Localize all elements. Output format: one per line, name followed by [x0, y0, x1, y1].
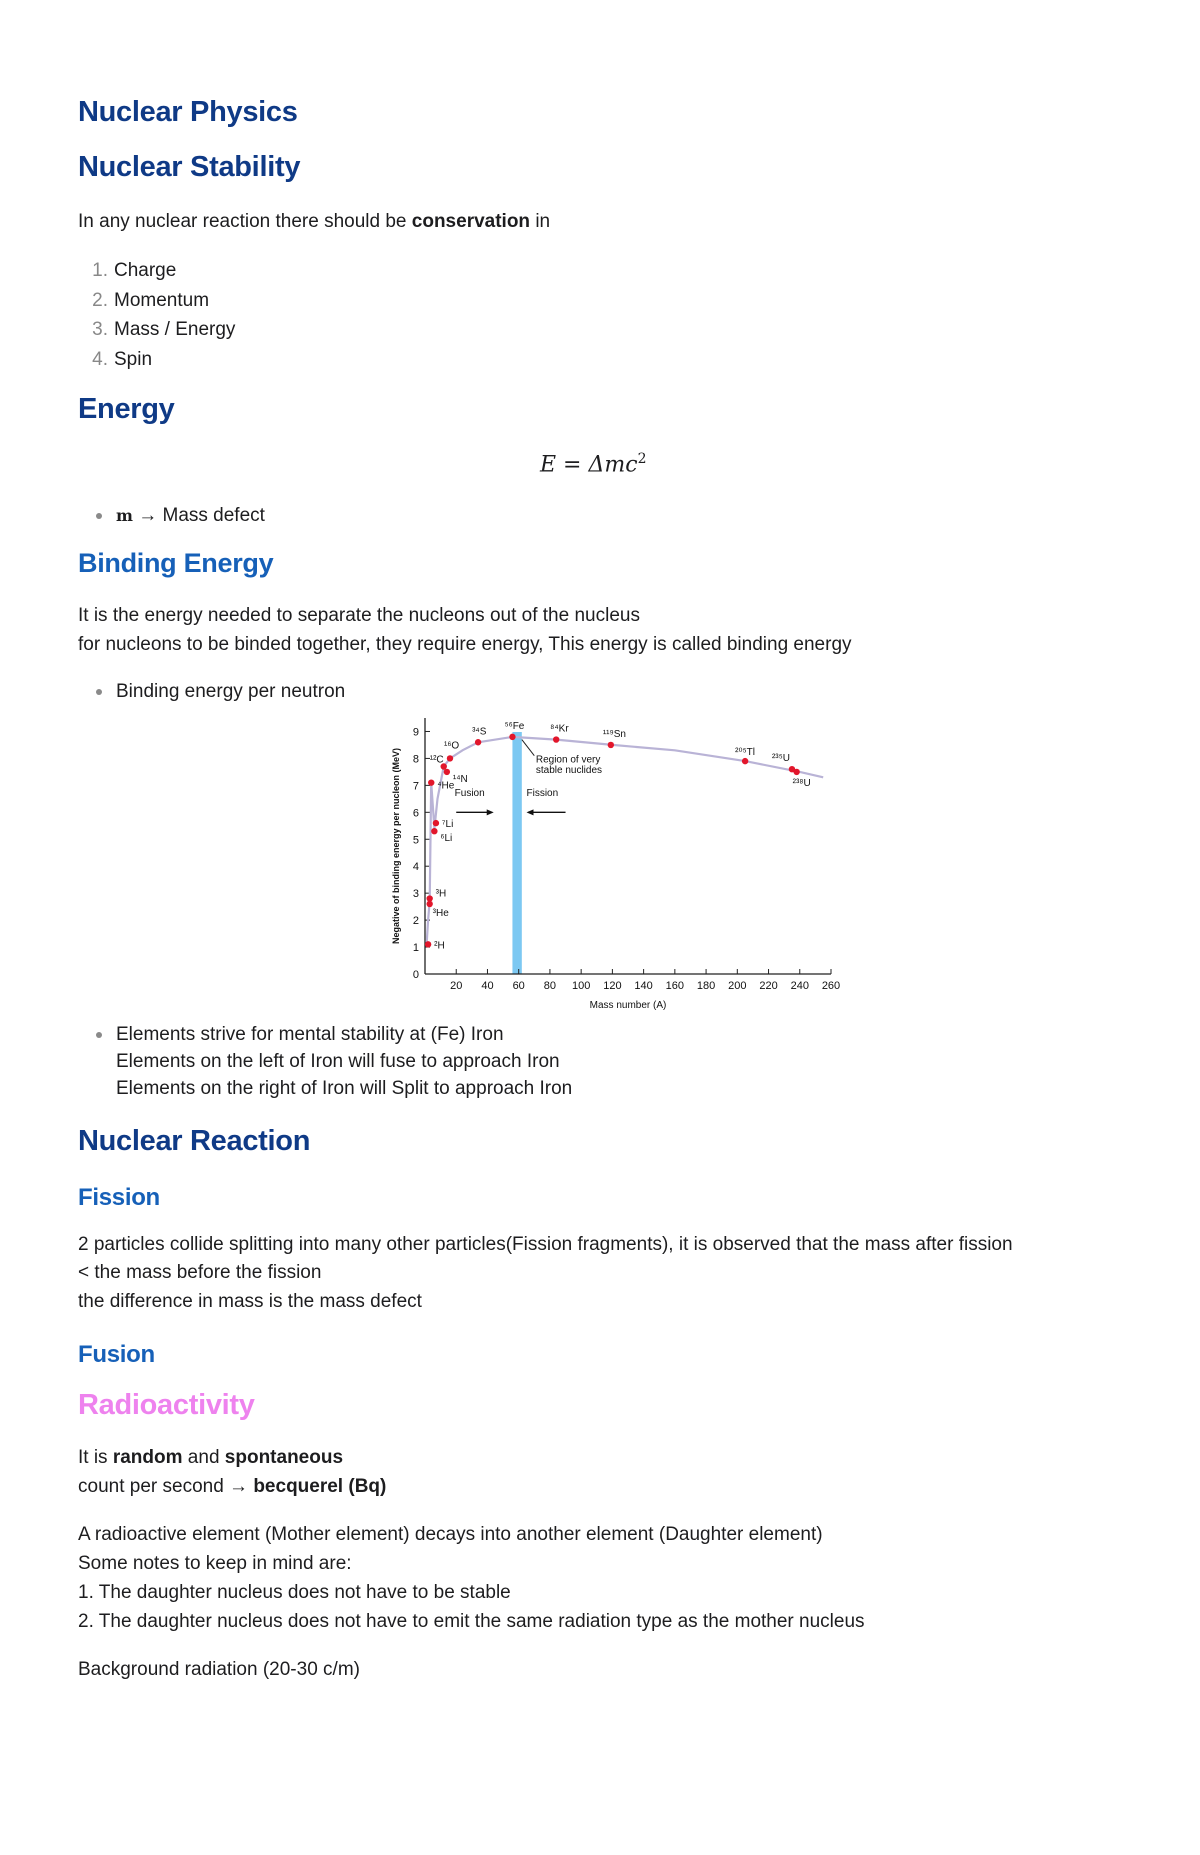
y-tick-label: 2 — [412, 915, 419, 928]
y-tick-label: 1 — [412, 942, 419, 955]
y-tick-label: 7 — [412, 780, 419, 793]
x-tick-label: 80 — [543, 980, 557, 992]
data-point — [426, 901, 432, 907]
x-tick-label: 20 — [450, 980, 463, 992]
bullet-dot — [96, 689, 102, 695]
fission-arrow-head — [527, 809, 534, 815]
band-annotation-label-line: stable nuclides — [535, 765, 603, 777]
point-label: ¹⁶O — [443, 740, 460, 752]
x-tick-label: 100 — [571, 980, 591, 992]
point-label: ⁸⁴Kr — [550, 723, 569, 735]
list-item: 3. Mass / Energy — [92, 319, 236, 340]
point-label: ³He — [432, 907, 449, 919]
bullet-line: Elements strive for mental stability at (Fe) Iron — [116, 1024, 504, 1045]
radio-line-2: count per second → becquerel (Bq) — [78, 1476, 387, 1497]
x-tick-label: 200 — [728, 980, 747, 992]
binding-line-2: for nucleons to be binded together, they require energy, This energy is called binding energy — [78, 634, 852, 655]
point-label: ¹⁴N — [452, 773, 468, 785]
fusion-label: Fusion — [454, 788, 485, 800]
binding-energy-curve — [427, 737, 824, 945]
radio-line-1: It is random and spontaneous — [78, 1447, 344, 1468]
data-point — [742, 758, 748, 764]
point-label: ⁵⁶Fe — [504, 720, 525, 732]
energy-formula: E = Δmc$^2$ — [540, 451, 647, 478]
data-point — [553, 736, 559, 742]
data-point — [793, 769, 799, 775]
point-label: ²³⁵U — [771, 753, 790, 765]
y-tick-label: 4 — [412, 861, 419, 874]
y-tick-label: 3 — [412, 888, 419, 901]
data-point — [608, 742, 614, 748]
y-tick-label: 6 — [412, 807, 419, 820]
fission-line-1: 2 particles collide splitting into many other particles(Fission fragments), it is observed that the mass after fission — [78, 1234, 1013, 1255]
bullet-line: Elements on the left of Iron will fuse to approach Iron — [116, 1051, 560, 1072]
radio-para-line: 1. The daughter nucleus does not have to be stable — [78, 1582, 511, 1603]
page-title: Nuclear Physics — [78, 96, 298, 128]
heading-nuclear-stability: Nuclear Stability — [78, 151, 301, 183]
x-tick-label: 140 — [634, 980, 653, 992]
binding-bullet: Binding energy per neutron — [116, 678, 345, 705]
point-label: ⁶Li — [440, 833, 453, 845]
heading-radioactivity: Radioactivity — [78, 1389, 255, 1421]
fission-line-3: the difference in mass is the mass defect — [78, 1291, 422, 1312]
data-point — [431, 828, 437, 834]
y-axis-label: Negative of binding energy per nucleon (MeV) — [391, 747, 401, 945]
data-point — [433, 820, 439, 826]
iron-stability-bullet — [116, 1021, 572, 1102]
y-tick-label: 9 — [412, 726, 419, 739]
stable-region-band — [512, 732, 521, 974]
point-label: ²⁰⁵Tl — [735, 747, 755, 759]
radio-para-line: A radioactive element (Mother element) decays into another element (Daughter element) — [78, 1524, 823, 1545]
data-point — [475, 739, 481, 745]
data-point — [444, 769, 450, 775]
data-point — [428, 779, 434, 785]
point-label: ¹²C — [429, 754, 444, 766]
point-label: ⁷Li — [441, 819, 454, 831]
x-tick-label: 260 — [821, 980, 841, 992]
data-point — [509, 734, 515, 740]
fission-line-2: < the mass before the fission — [78, 1262, 322, 1283]
point-label: ³H — [435, 888, 447, 900]
bullet-dot — [96, 513, 102, 519]
point-label: ¹¹⁹Sn — [602, 728, 627, 740]
data-point — [447, 755, 453, 761]
x-tick-label: 220 — [759, 980, 778, 992]
fusion-arrow-head — [487, 809, 494, 815]
band-annotation-label-line: Region of very — [535, 754, 601, 766]
y-tick-label: 8 — [412, 753, 419, 766]
point-label: ³⁴S — [472, 726, 487, 738]
binding-energy-chart — [387, 706, 841, 1016]
data-point — [425, 941, 431, 947]
fission-label: Fission — [526, 788, 559, 800]
stability-intro: In any nuclear reaction there should be conservation in — [78, 211, 551, 232]
radio-para-line: Some notes to keep in mind are: — [78, 1553, 352, 1574]
heading-fission: Fission — [78, 1184, 160, 1211]
background-radiation: Background radiation (20-30 c/m) — [78, 1659, 360, 1680]
point-label: ⁴He — [437, 780, 455, 792]
point-label: ²³⁸U — [792, 777, 811, 789]
band-annotation-leader — [522, 740, 534, 756]
y-tick-label: 0 — [412, 969, 419, 981]
y-tick-label: 5 — [412, 834, 419, 847]
list-item: 2. Momentum — [92, 289, 210, 311]
x-tick-label: 60 — [512, 980, 525, 992]
conservation-list — [86, 256, 235, 374]
radio-para-line: 2. The daughter nucleus does not have to emit the same radiation type as the mother nucleus — [78, 1611, 865, 1632]
mass-defect-bullet: m → Mass defect — [116, 502, 265, 529]
list-item: 4. Spin — [92, 348, 153, 370]
binding-line-1: It is the energy needed to separate the nucleons out of the nucleus — [78, 605, 640, 626]
x-axis-label: Mass number (A) — [589, 1000, 667, 1011]
heading-binding-energy: Binding Energy — [78, 548, 274, 578]
x-tick-label: 160 — [665, 980, 685, 992]
x-tick-label: 40 — [481, 980, 494, 992]
bullet-dot — [96, 1032, 102, 1038]
heading-nuclear-reaction: Nuclear Reaction — [78, 1125, 311, 1157]
x-tick-label: 240 — [790, 980, 809, 992]
bullet-line: Elements on the right of Iron will Split to approach Iron — [116, 1078, 573, 1099]
list-item: 1. Charge — [92, 260, 177, 281]
x-tick-label: 180 — [696, 980, 716, 992]
point-label: ²H — [434, 940, 445, 952]
x-tick-label: 120 — [603, 980, 622, 992]
heading-fusion: Fusion — [78, 1341, 155, 1368]
heading-energy: Energy — [78, 393, 175, 425]
